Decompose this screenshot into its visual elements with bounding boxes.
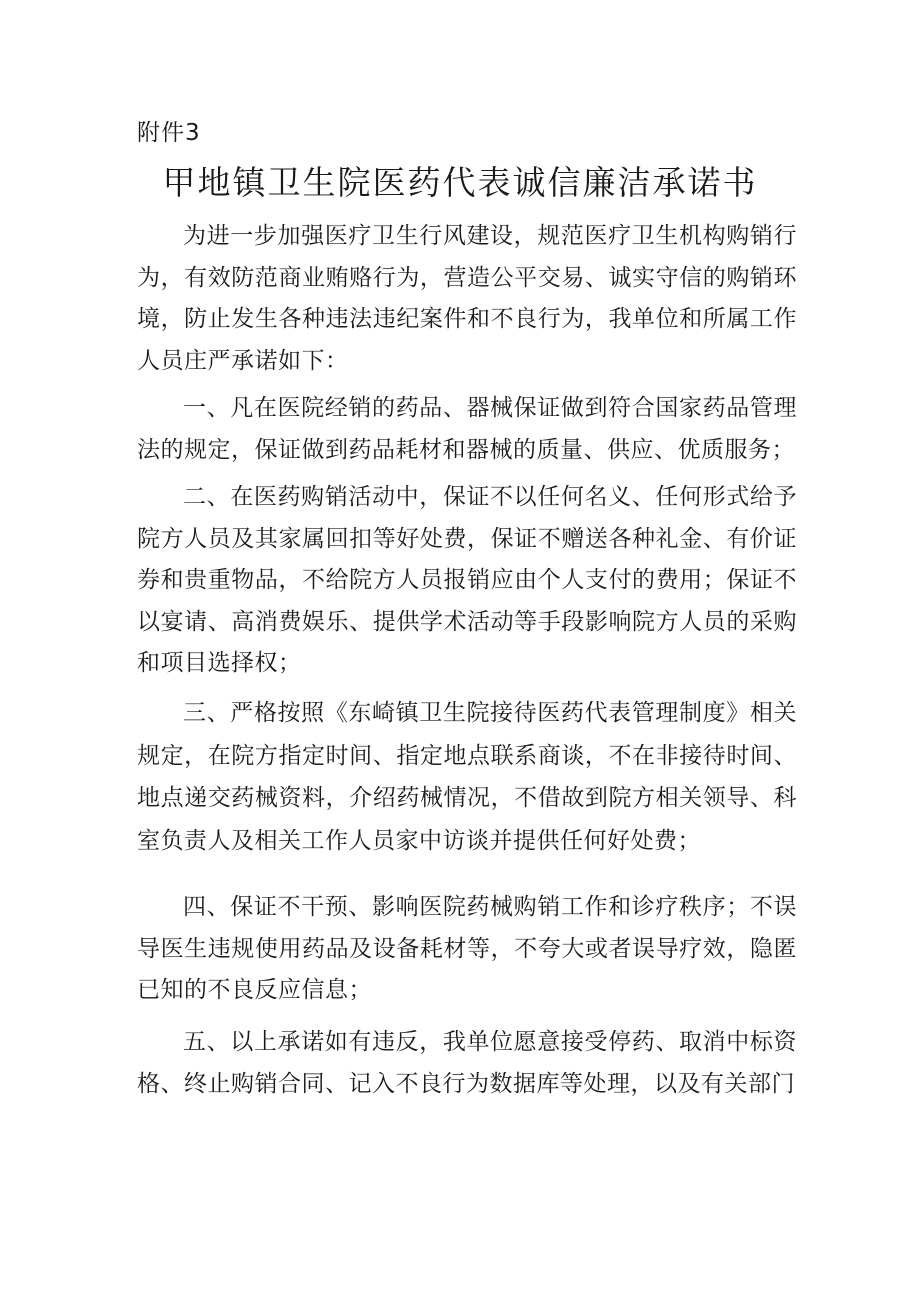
commitment-item-5: 五、以上承诺如有违反，我单位愿意接受停药、取消中标资格、终止购销合同、记入不良行为数据库等处理，以及有关部门 bbox=[137, 1029, 797, 1097]
attachment-label: 附件3 bbox=[137, 120, 201, 146]
intro-paragraph: 为进一步加强医疗卫生行风建设，规范医疗卫生机构购销行为，有效防范商业贿赂行为，营造公平交易、诚实守信的购销环境，防止发生各种违法违纪案件和不良行为，我单位和所属工作人员庄严承诺如下： bbox=[137, 223, 797, 374]
commitment-item-1: 一、凡在医院经销的药品、器械保证做到符合国家药品管理法的规定，保证做到药品耗材和器械的质量、供应、优质服务； bbox=[137, 395, 797, 463]
commitment-item-4: 四、保证不干预、影响医院药械购销工作和诊疗秩序；不误导医生违规使用药品及设备耗材等，不夸大或者误导疗效，隐匿已知的不良反应信息； bbox=[137, 894, 797, 1003]
commitment-item-2: 二、在医药购销活动中，保证不以任何名义、任何形式给予院方人员及其家属回扣等好处费，保证不赠送各种礼金、有价证券和贵重物品，不给院方人员报销应由个人支付的费用；保证不以宴请、高消费娱乐、提供学术活动等手段影响院方人员的采购和项目选择权； bbox=[137, 484, 797, 676]
document-title: 甲地镇卫生院医药代表诚信廉洁承诺书 bbox=[162, 163, 758, 202]
commitment-item-3: 三、严格按照《东崎镇卫生院接待医药代表管理制度》相关规定，在院方指定时间、指定地点联系商谈，不在非接待时间、地点递交药械资料，介绍药械情况，不借故到院方相关领导、科室负责人及相关工作人员家中访谈并提供任何好处费； bbox=[137, 700, 797, 854]
